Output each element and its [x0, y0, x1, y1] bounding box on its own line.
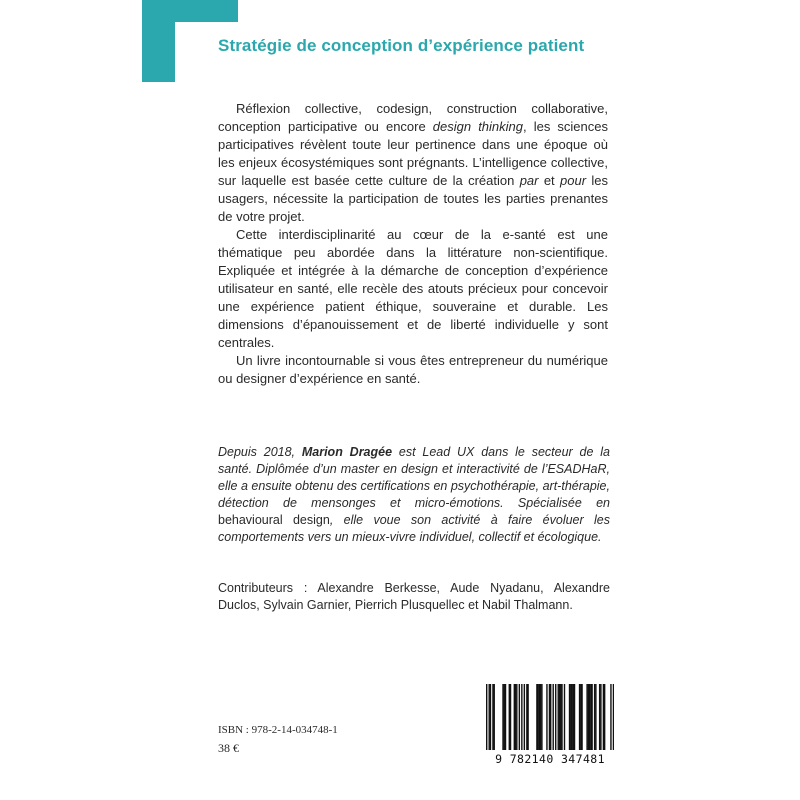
- barcode-bar: [509, 684, 510, 750]
- barcode-bar: [549, 684, 550, 750]
- blurb-text: Réflexion collective, codesign, construction collaborative, conception participative ou encore: [218, 101, 608, 134]
- contributors-list: Contributeurs : Alexandre Berkesse, Aude Nyadanu, Alexandre Duclos, Sylvain Garnier, Pierrich Plusquellec et Nabil Thalmann.: [218, 581, 610, 612]
- bio-text: est Lead UX dans le secteur de la santé. Diplômée d’un master en design et interactivité de l’ESADHaR, elle a ensuite obtenu des certifications en psychothérapie, art-thérapie, détection de mensonges et micro-émotions. Spécialisée en: [218, 445, 610, 510]
- barcode-bar: [590, 684, 591, 750]
- barcode-bar: [588, 684, 589, 750]
- barcode-bar: [604, 684, 605, 750]
- barcode-bar: [519, 684, 520, 750]
- barcode-bar: [541, 684, 542, 750]
- barcode-bar: [603, 684, 604, 750]
- barcode-bar: [510, 684, 511, 750]
- barcode-bar: [514, 684, 515, 750]
- barcode-bar: [527, 684, 528, 750]
- barcode-bar: [581, 684, 582, 750]
- barcode-bar: [594, 684, 595, 750]
- barcode-bar: [589, 684, 590, 750]
- barcode-bar: [502, 684, 503, 750]
- bio-text: Depuis 2018,: [218, 445, 302, 459]
- barcode-bar: [573, 684, 574, 750]
- barcode-bar: [561, 684, 562, 750]
- author-bio: [218, 444, 610, 546]
- barcode-bar: [610, 684, 611, 750]
- barcode-bar: [550, 684, 551, 750]
- blurb-emphasis: par: [519, 173, 539, 188]
- barcode-bar: [600, 684, 601, 750]
- blurb-paragraph-1: [218, 100, 608, 226]
- barcode-bar: [505, 684, 506, 750]
- barcode-bar: [595, 684, 596, 750]
- barcode-bar: [555, 684, 556, 750]
- barcode-bar: [574, 684, 575, 750]
- barcode-bar: [489, 684, 490, 750]
- blurb-paragraph-2: Cette interdisciplinarité au cœur de la e-santé est une thématique peu abordée dans la littérature non-scientifique. Expliquée et intégrée à la démarche de conception d’expérience utilisateur en santé, elle recèle des atouts précieux pour concevoir une expérience patient éthique, souveraine et durable. Les dimensions d’épanouissement et de liberté individuelle y sont centrales.: [218, 227, 608, 350]
- price: 38 €: [218, 741, 239, 755]
- barcode-bar: [580, 684, 581, 750]
- barcode-bar: [560, 684, 561, 750]
- barcode-bar: [490, 684, 491, 750]
- bio-text: , elle voue son activité à faire évoluer les comportements vers un mieux-vivre individuel, collectif et écologique.: [218, 513, 610, 544]
- bio-upright-term: behavioural design: [218, 513, 330, 527]
- book-title: Stratégie de conception d’expérience patient: [218, 36, 585, 55]
- barcode-bar: [540, 684, 541, 750]
- blurb-emphasis: design thinking: [432, 119, 523, 134]
- blurb-paragraph-3: Un livre incontournable si vous êtes entrepreneur du numérique ou designer d’expérience en santé.: [218, 353, 608, 386]
- corner-accent-horizontal: [142, 0, 238, 22]
- barcode: [486, 684, 614, 766]
- barcode-bar: [559, 684, 560, 750]
- barcode-bar: [569, 684, 570, 750]
- barcode-bar: [537, 684, 538, 750]
- barcode-bar: [494, 684, 495, 750]
- blurb-text: et: [538, 173, 560, 188]
- barcode-bar: [521, 684, 522, 750]
- barcode-bar: [570, 684, 571, 750]
- barcode-bar: [515, 684, 516, 750]
- barcode-bar: [539, 684, 540, 750]
- blurb-text: , les sciences participatives révèlent toute leur pertinence dans une époque où les enjeux écosystémiques sont prégnants. L’intelligence collective, sur laquelle est basée cette culture de la création: [218, 119, 608, 188]
- barcode-bar: [526, 684, 527, 750]
- barcode-digits: 9 782140 347481: [495, 752, 605, 766]
- blurb-text: les usagers, nécessite la participation de toutes les parties prenantes de votre projet.: [218, 173, 608, 224]
- back-cover-blurb: [218, 100, 608, 388]
- barcode-bar: [571, 684, 572, 750]
- barcode-bar: [536, 684, 537, 750]
- barcode-bar: [516, 684, 517, 750]
- author-name: Marion Dragée: [301, 445, 393, 459]
- barcode-bar: [613, 684, 614, 750]
- barcode-bar: [591, 684, 592, 750]
- barcode-bar: [486, 684, 487, 750]
- barcode-bar: [586, 684, 587, 750]
- barcode-bars: [486, 684, 614, 752]
- barcode-bar: [558, 684, 559, 750]
- barcode-bar: [546, 684, 547, 750]
- barcode-bar: [504, 684, 505, 750]
- barcode-bar: [492, 684, 493, 750]
- barcode-bar: [524, 684, 525, 750]
- barcode-bar: [599, 684, 600, 750]
- barcode-bar: [564, 684, 565, 750]
- barcode-bar: [579, 684, 580, 750]
- barcode-bar: [553, 684, 554, 750]
- blurb-emphasis: pour: [560, 173, 587, 188]
- isbn: ISBN : 978-2-14-034748-1: [218, 724, 338, 736]
